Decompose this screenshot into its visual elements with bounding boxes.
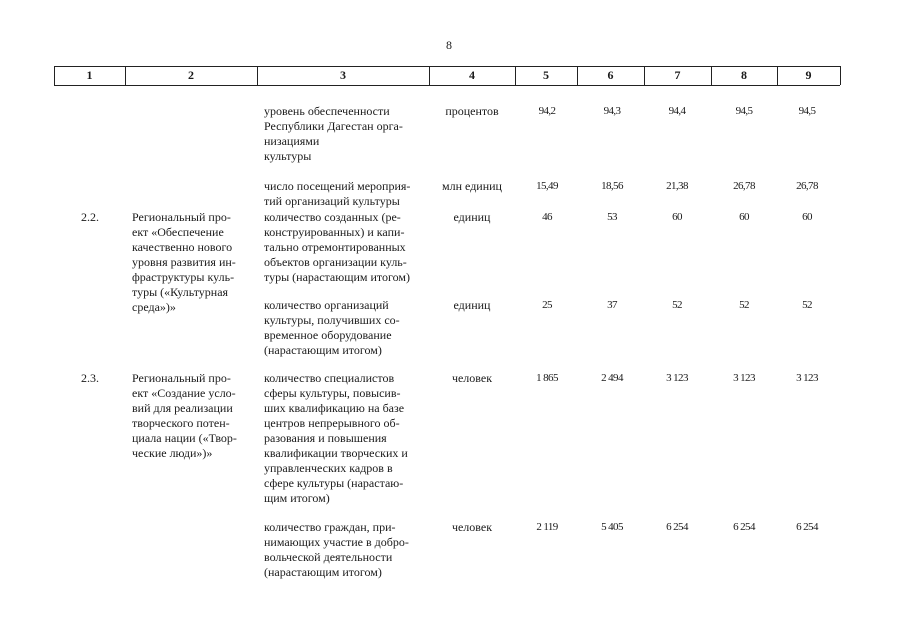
value-cell-col-7: 6 254 [666,521,688,533]
value-cell-col-7: 94,4 [668,105,686,117]
indicator-text-line: уровень обеспеченности [264,104,390,118]
project-name-line: туры («Культурная [132,285,229,299]
header-column-divider [840,66,841,85]
column-header-6: 6 [607,68,614,82]
unit-of-measure: единиц [453,298,491,312]
value-cell-col-7: 3 123 [666,372,688,384]
indicator-text-line: туры (нарастающим итогом) [264,270,410,284]
project-name-line: фраструктуры куль- [132,270,235,284]
column-header-8: 8 [741,68,747,82]
value-cell-col-5: 2 119 [536,521,558,533]
value-cell-col-9: 3 123 [796,372,818,384]
project-name-line: качественно нового [132,240,233,254]
value-cell-col-6: 37 [607,299,617,311]
value-cell-col-6: 94,3 [603,105,621,117]
value-cell-col-6: 2 494 [601,372,623,384]
row-number: 2.3. [81,371,99,385]
project-name-line: Региональный про- [132,210,231,224]
column-header-5: 5 [543,68,549,82]
column-header-4: 4 [469,68,475,82]
indicator-text-line: разования и повышения [264,431,387,445]
project-name-line: ект «Обеспечение [132,225,224,239]
indicator-text-line: культуры [264,149,312,163]
project-name-line: творческого потен- [132,416,230,430]
project-name-line: уровня развития ин- [132,255,236,269]
indicator-text-line: Республики Дагестан орга- [264,119,403,133]
column-header-7: 7 [674,68,681,82]
value-cell-col-5: 1 865 [536,372,558,384]
indicator-text-line: сферы культуры, повысив- [264,386,401,400]
project-name-line: ект «Создание усло- [132,386,236,400]
column-header-3: 3 [340,68,346,82]
indicator-text-line: (нарастающим итогом) [264,565,382,579]
unit-of-measure: человек [451,520,493,534]
value-cell-col-8: 3 123 [733,372,755,384]
value-cell-col-9: 60 [802,211,812,223]
value-cell-col-5: 46 [542,211,552,223]
value-cell-col-5: 94,2 [538,105,556,117]
project-name-line: среда»)» [132,300,176,314]
indicator-text-line: тий организаций культуры [264,194,400,208]
value-cell-col-6: 18,56 [601,180,623,192]
indicator-text-line: временное оборудование [264,328,392,342]
value-cell-col-5: 15,49 [536,180,558,192]
column-header-1: 1 [86,68,93,82]
unit-of-measure: млн единиц [442,179,502,193]
project-name-line: вий для реализации [132,401,233,415]
indicator-text-line: сфере культуры (нарастаю- [264,476,404,490]
value-cell-col-8: 26,78 [733,180,755,192]
column-header-2: 2 [188,68,194,82]
unit-of-measure: человек [451,371,493,385]
unit-of-measure: единиц [453,210,491,224]
indicator-text-line: конструированных) и капи- [264,225,405,239]
indicator-text-line: число посещений мероприя- [264,179,411,193]
value-cell-col-8: 94,5 [735,105,753,117]
value-cell-col-8: 60 [739,211,749,223]
project-name-line: циала нации («Твор- [132,431,237,445]
unit-of-measure: процентов [445,104,499,118]
value-cell-col-7: 52 [672,299,682,311]
row-number: 2.2. [81,210,99,224]
indicator-text-line: ших квалификацию на базе [264,401,405,415]
header-top-border [54,66,840,67]
indicator-text-line: вольческой деятельности [264,550,393,564]
indicator-text-line: объектов организации куль- [264,255,407,269]
indicator-text-line: тально отремонтированных [264,240,406,254]
value-cell-col-6: 53 [607,211,617,223]
column-header-9: 9 [805,68,812,82]
header-bottom-border [54,85,840,86]
indicator-text-line: нимающих участие в добро- [264,535,409,549]
indicator-text-line: управленческих кадров в [264,461,393,475]
indicator-text-line: квалификации творческих и [264,446,408,460]
indicator-text-line: культуры, получивших со- [264,313,400,327]
value-cell-col-8: 52 [739,299,749,311]
value-cell-col-9: 6 254 [796,521,818,533]
value-cell-col-9: 52 [802,299,812,311]
value-cell-col-5: 25 [542,299,552,311]
indicator-text-line: центров непрерывного об- [264,416,400,430]
value-cell-col-9: 26,78 [796,180,818,192]
indicator-text-line: низациями [264,134,320,148]
page-number: 8 [446,38,452,52]
value-cell-col-7: 60 [672,211,682,223]
project-name-line: Региональный про- [132,371,231,385]
indicator-text-line: щим итогом) [264,491,330,505]
indicator-text-line: (нарастающим итогом) [264,343,382,357]
indicator-text-line: количество граждан, при- [264,520,396,534]
value-cell-col-9: 94,5 [798,105,816,117]
indicator-text-line: количество организаций [264,298,389,312]
value-cell-col-8: 6 254 [733,521,755,533]
value-cell-col-7: 21,38 [666,180,688,192]
value-cell-col-6: 5 405 [601,521,623,533]
project-name-line: ческие люди»)» [132,446,213,460]
indicator-text-line: количество специалистов [264,371,395,385]
indicator-text-line: количество созданных (ре- [264,210,401,224]
